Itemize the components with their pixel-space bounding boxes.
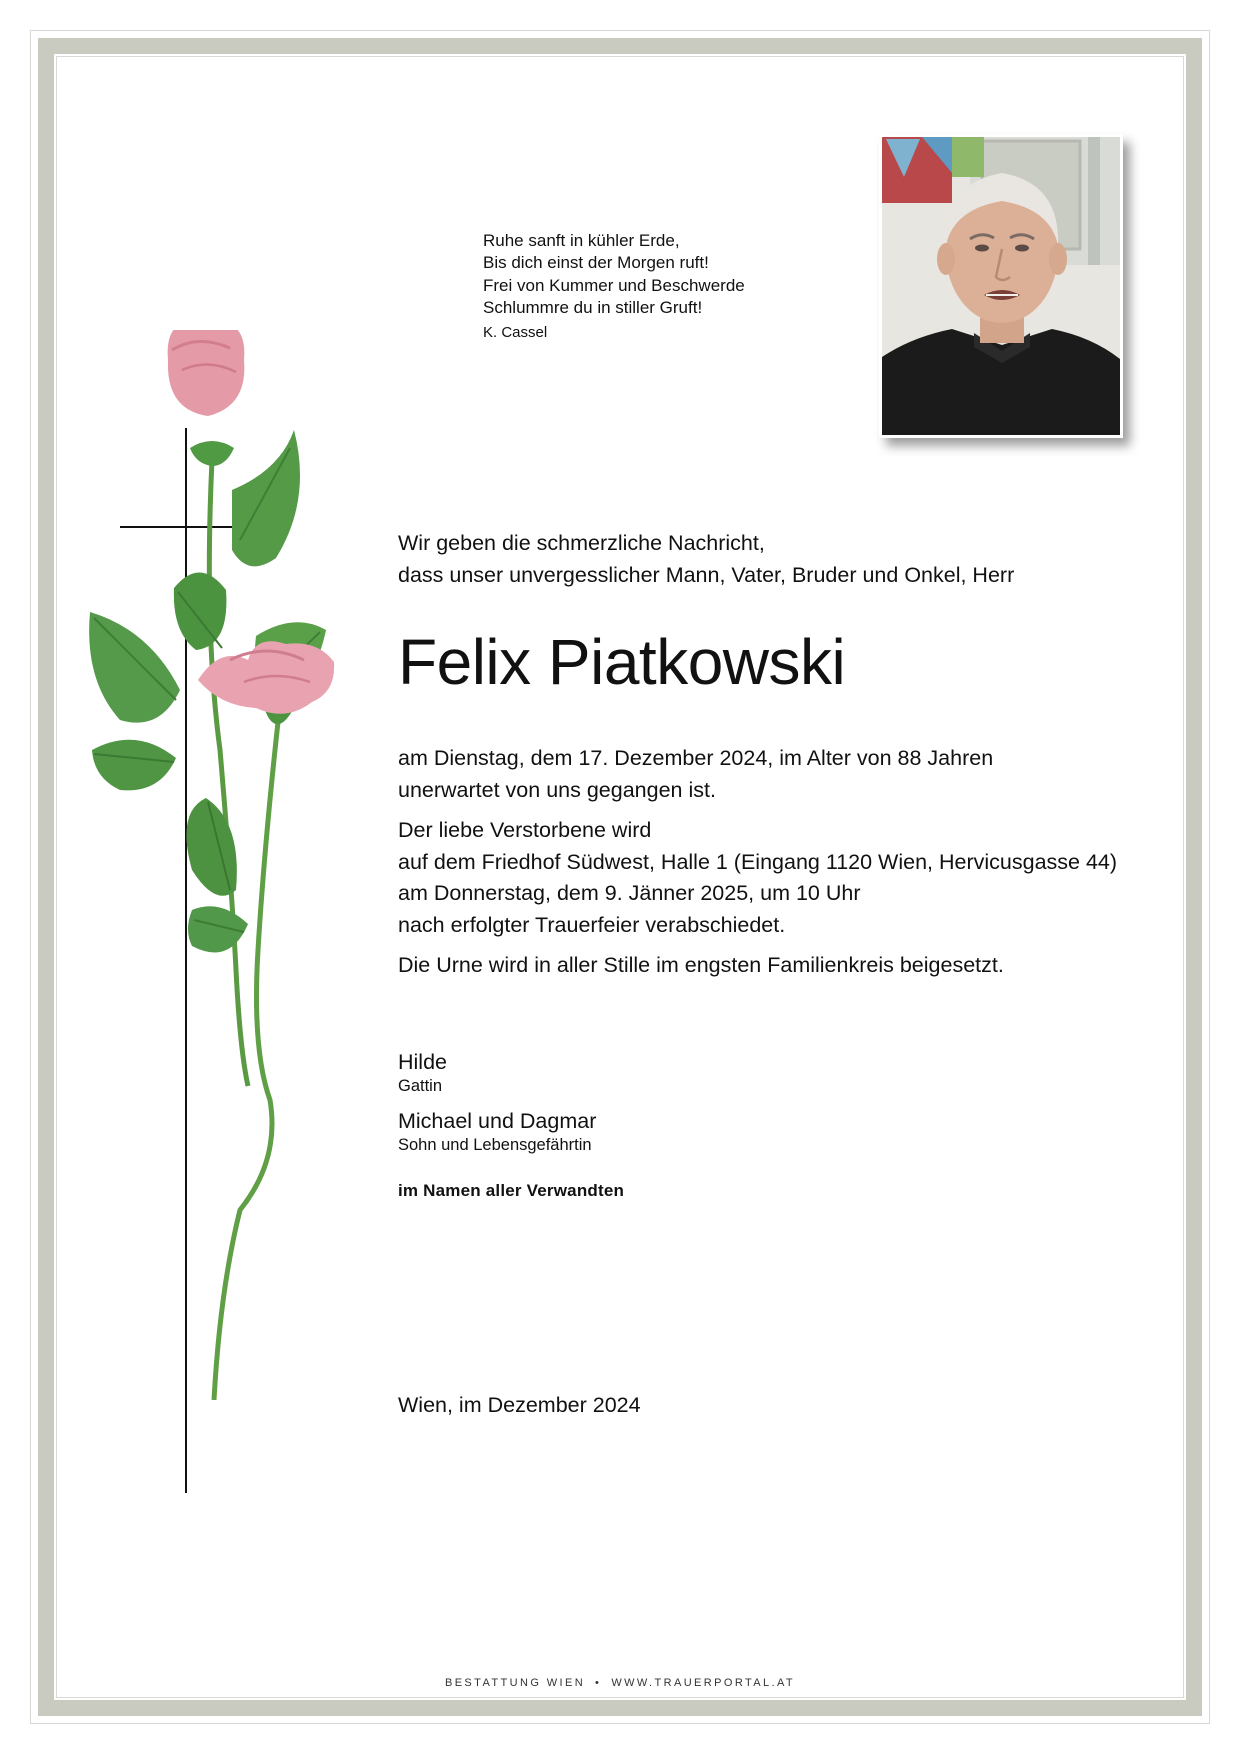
family-member-name: Hilde <box>398 1049 447 1074</box>
poem <box>483 230 843 341</box>
footer <box>0 1677 1240 1689</box>
funeral-line: Der liebe Verstorbene wird <box>398 818 652 842</box>
family-member <box>398 1107 1158 1156</box>
urn-paragraph: Die Urne wird in aller Stille im engsten Familienkreis beigesetzt. <box>398 953 1004 977</box>
rose-sepal <box>190 441 234 466</box>
portrait-photo <box>879 134 1123 438</box>
intro-line: Wir geben die schmerzliche Nachricht, <box>398 531 765 555</box>
footer-company: BESTATTUNG WIEN <box>444 1677 586 1689</box>
poem-line: Ruhe sanft in kühler Erde, <box>483 231 680 250</box>
death-paragraph <box>398 743 1158 806</box>
poem-line: Bis dich einst der Morgen ruft! <box>483 253 709 273</box>
signature-line: im Namen aller Verwandten <box>398 1180 625 1200</box>
place-date: Wien, im Dezember 2024 <box>398 1393 641 1417</box>
poem-line: Frei von Kummer und Beschwerde <box>483 275 745 295</box>
leaf <box>89 612 180 723</box>
family-member-relation: Gattin <box>398 1076 443 1095</box>
funeral-line: nach erfolgter Trauerfeier verabschiedet. <box>398 912 786 937</box>
leaf <box>92 740 176 791</box>
portrait-illustration <box>882 137 1120 435</box>
funeral-line: auf dem Friedhof Südwest, Halle 1 (Eingang 1120 Wien, Hervicusgasse 44) <box>398 849 1118 874</box>
intro-line: dass unser unvergesslicher Mann, Vater, Bruder und Onkel, Herr <box>398 562 1015 587</box>
poem-line: Schlummre du in stiller Gruft! <box>483 297 703 317</box>
deceased-name: Felix Piatkowski <box>398 626 846 698</box>
footer-website[interactable]: WWW.TRAUERPORTAL.AT <box>611 1677 796 1689</box>
funeral-line: am Donnerstag, dem 9. Jänner 2025, um 10 Uhr <box>398 881 861 905</box>
family-member-relation: Sohn und Lebensgefährtin <box>398 1135 592 1154</box>
announcement-body <box>398 528 1158 1201</box>
family-member <box>398 1048 1158 1097</box>
death-line: am Dienstag, dem 17. Dezember 2024, im Alter von 88 Jahren <box>398 746 994 770</box>
family-member-name: Michael und Dagmar <box>398 1108 597 1133</box>
footer-separator: • <box>595 1677 602 1689</box>
poem-author: K. Cassel <box>483 324 548 342</box>
intro-text <box>398 528 1158 591</box>
rose-illustration <box>80 330 360 1410</box>
leaf <box>174 572 227 650</box>
leaf <box>188 906 248 952</box>
funeral-paragraph <box>398 815 1158 941</box>
death-line: unerwartet von uns gegangen ist. <box>398 777 716 802</box>
